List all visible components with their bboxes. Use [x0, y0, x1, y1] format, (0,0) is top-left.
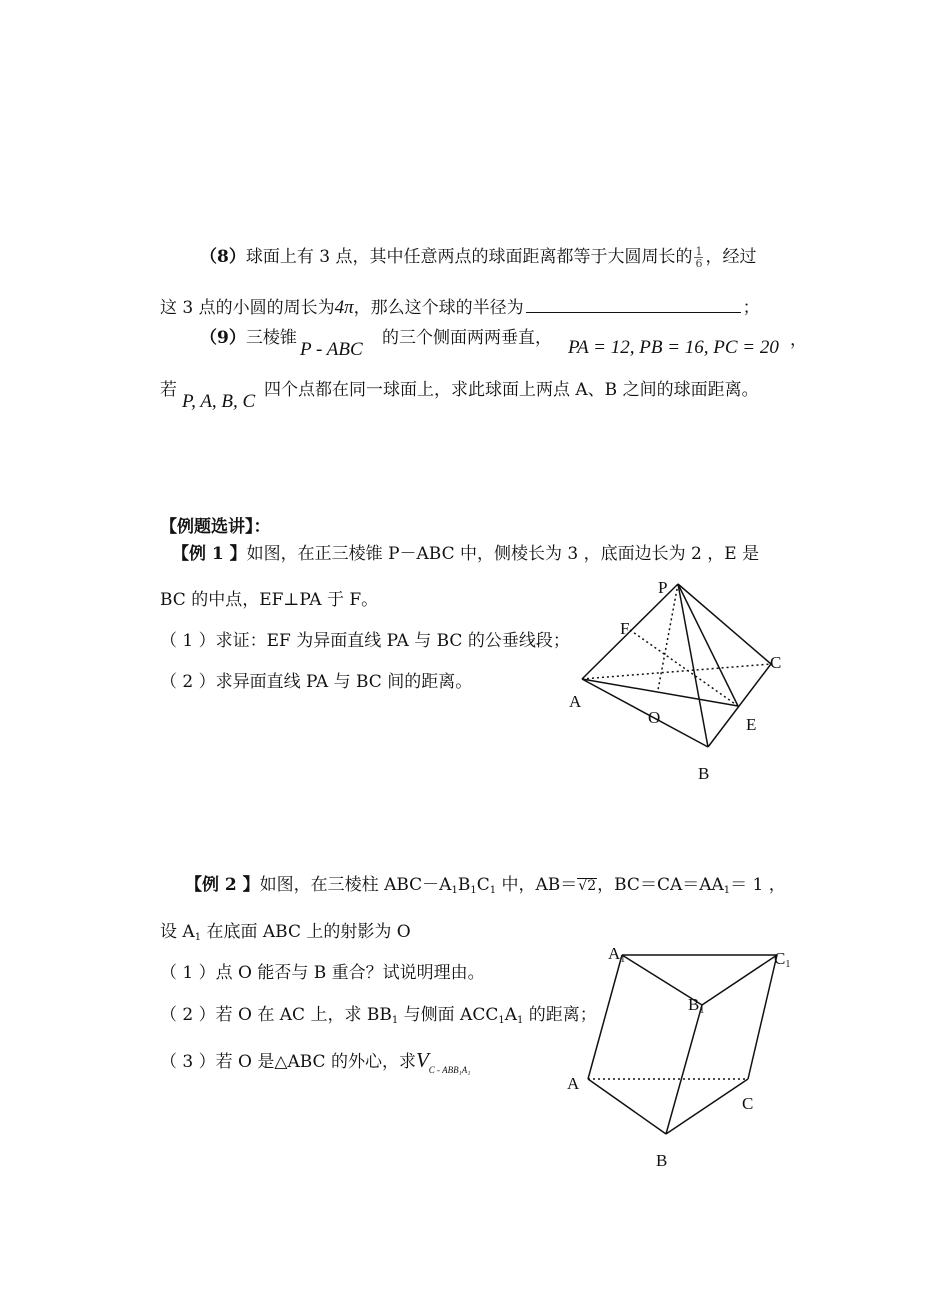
q9-line1: （9）三棱锥: [200, 328, 297, 348]
label-C: C: [742, 1094, 754, 1113]
ex2-item1: （ 1 ）点 O 能否与 B 重合？试说明理由。: [160, 963, 485, 983]
edge-AA1: [588, 955, 622, 1079]
q8-text: 球面上有 3 点，其中任意两点的球面距离都等于大圆周长的: [245, 247, 693, 267]
ex1-line1: 【例 1 】如图，在正三棱锥 P－ABC 中，侧棱长为 3 ，底面边长为 2 ，E 是: [172, 544, 760, 564]
ex1-pyramid-figure: [560, 570, 800, 790]
q8-line2: 这 3 点的小圆的周长为4π，那么这个球的半径为 ；: [160, 297, 760, 318]
q9-line2-text: 四个点都在同一球面上，求此球面上两点 A、B 之间的球面距离。: [264, 380, 759, 400]
edge-PE: [678, 584, 738, 706]
edge-PA: [582, 584, 678, 679]
q9-points: P, A, B, C: [182, 391, 256, 412]
ex1-line2: BC 的中点，EF⊥PA 于 F。: [160, 590, 379, 610]
ex2-line1: 【例 2 】如图，在三棱柱 ABC－A1B1C1 中，AB＝√2，BC＝CA＝AA1＝ 1 ，: [185, 875, 786, 896]
ex2-prism-figure: [560, 935, 810, 1175]
ex2-line2: 设 A1 在底面 ABC 上的射影为 O: [160, 922, 411, 943]
section-title: 【例题选讲】：: [160, 517, 271, 537]
label-O: O: [648, 708, 661, 727]
label-B: B: [698, 764, 710, 783]
edge-CC1: [748, 955, 777, 1079]
edge-AB: [588, 1079, 666, 1134]
label-B: B: [656, 1151, 668, 1170]
ex2-item2: （ 2 ）若 O 在 AC 上，求 BB1 与侧面 ACC1A1 的距离；: [160, 1005, 597, 1026]
ex1-item1: （ 1 ）求证：EF 为异面直线 PA 与 BC 的公垂线段；: [160, 631, 570, 651]
q9-line1-mid: 的三个侧面两两垂直，: [382, 328, 552, 348]
ex1-item2: （ 2 ）求异面直线 PA 与 BC 间的距离。: [160, 672, 473, 692]
q8-line1: （8）球面上有 3 点，其中任意两点的球面距离都等于大圆周长的 $\frac{1}{6}$ ，经过: [200, 245, 757, 270]
label-F: F: [620, 619, 630, 638]
ex2-label: 【例 2 】: [185, 875, 260, 895]
q9-line2-start: 若: [160, 380, 177, 400]
q9-pyramid: P - ABC: [300, 339, 363, 360]
sqrt-symbol: √2: [578, 878, 597, 894]
ex1-label: 【例 1 】: [172, 544, 247, 564]
q8-fraction: $\frac{1}{6}$: [695, 245, 703, 270]
volume-subscript: C - ABB₁A₁: [428, 1065, 471, 1075]
edge-B1C1: [702, 955, 777, 1005]
label-P: P: [658, 578, 668, 597]
q9-lengths: PA = 12, PB = 16, PC = 20: [568, 337, 779, 358]
q8-answer-blank[interactable]: [526, 311, 741, 313]
label-C1: C1: [774, 949, 791, 970]
edge-PC: [678, 584, 771, 664]
label-B1: B1: [688, 995, 705, 1016]
label-A: A: [567, 1074, 580, 1093]
q9-label: （9）: [200, 328, 246, 348]
edge-PB: [678, 584, 708, 747]
label-C: C: [770, 653, 782, 672]
ex2-item3: （ 3 ）若 O 是△ABC 的外心，求$V_{C - ABB_1A_1}$: [160, 1048, 471, 1075]
edge-AC-hidden: [582, 664, 771, 679]
volume-symbol: V: [415, 1048, 429, 1072]
label-E: E: [746, 715, 757, 734]
q8-label: （8）: [200, 247, 246, 267]
label-A: A: [569, 692, 582, 711]
edge-BB1: [666, 1005, 702, 1134]
label-A1: A1: [608, 944, 626, 965]
q8-circumference: 4π: [334, 297, 354, 318]
q9-line1-end: ，: [790, 330, 807, 350]
edge-BC: [708, 664, 771, 747]
